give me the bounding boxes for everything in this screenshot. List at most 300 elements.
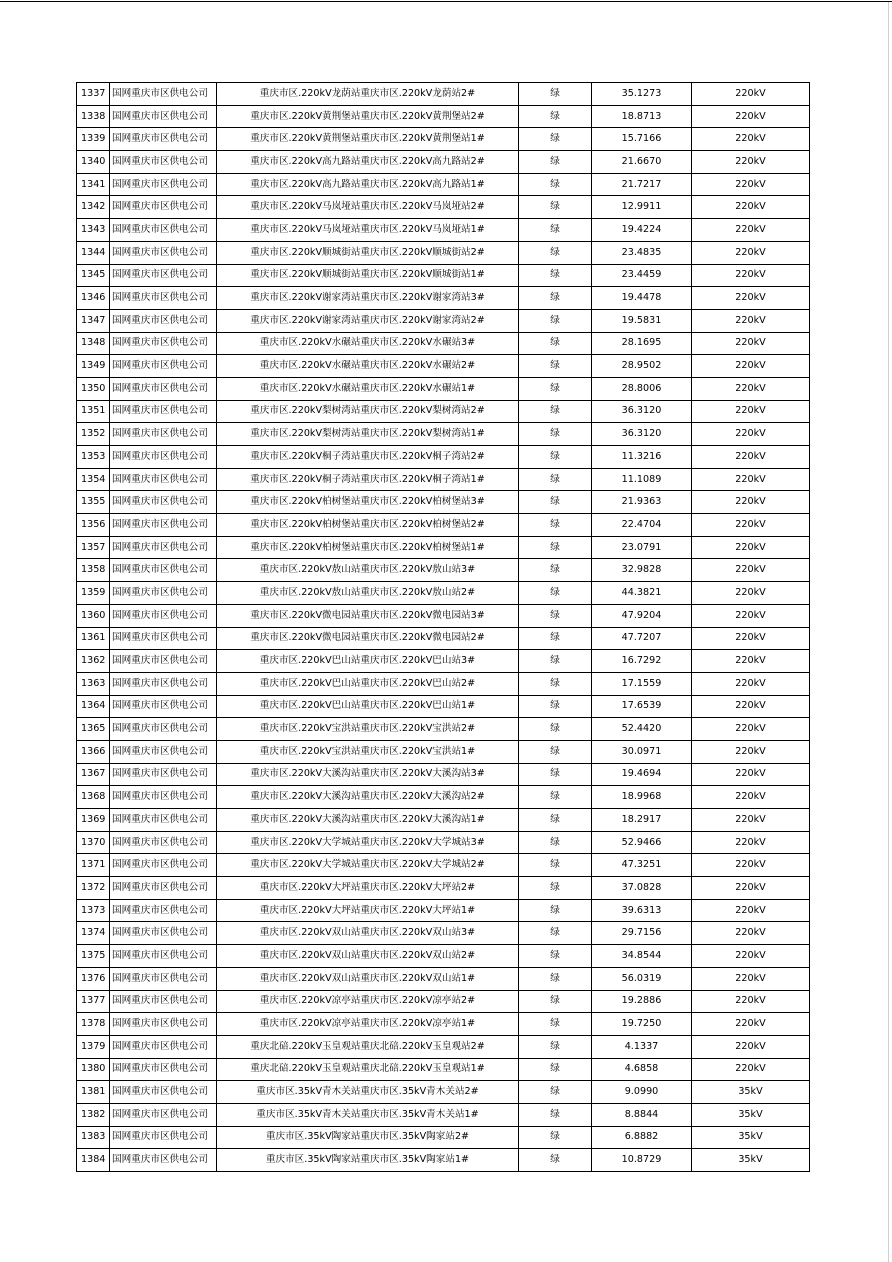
table-row [77,423,810,446]
table-row [77,990,810,1013]
voltage-cell: 220kV [692,219,810,242]
voltage-cell: 35kV [692,1081,810,1104]
station-cell: 重庆市区.220kV巴山站重庆市区.220kV巴山站2# [217,672,519,695]
row-index-cell: 1379 [77,1035,110,1058]
value-cell: 28.9502 [592,355,692,378]
status-color-cell: 绿 [519,468,592,491]
voltage-cell: 220kV [692,967,810,990]
company-cell: 国网重庆市区供电公司 [110,173,217,196]
station-cell: 重庆市区.220kV微电园站重庆市区.220kV微电园站2# [217,627,519,650]
row-index-cell: 1360 [77,604,110,627]
value-cell: 56.0319 [592,967,692,990]
value-cell: 44.3821 [592,582,692,605]
company-cell: 国网重庆市区供电公司 [110,83,217,106]
company-cell: 国网重庆市区供电公司 [110,309,217,332]
table-row [77,695,810,718]
station-cell: 重庆市区.220kV大溪沟站重庆市区.220kV大溪沟站3# [217,763,519,786]
value-cell: 47.7207 [592,627,692,650]
value-cell: 29.7156 [592,922,692,945]
status-color-cell: 绿 [519,877,592,900]
voltage-cell: 220kV [692,559,810,582]
row-index-cell: 1383 [77,1126,110,1149]
station-cell: 重庆市区.35kV青木关站重庆市区.35kV青木关站1# [217,1103,519,1126]
station-cell: 重庆市区.220kV双山站重庆市区.220kV双山站3# [217,922,519,945]
company-cell: 国网重庆市区供电公司 [110,536,217,559]
row-index-cell: 1368 [77,786,110,809]
table-row [77,1081,810,1104]
voltage-cell: 220kV [692,650,810,673]
station-cell: 重庆市区.220kV大学城站重庆市区.220kV大学城站3# [217,831,519,854]
company-cell: 国网重庆市区供电公司 [110,468,217,491]
row-index-cell: 1375 [77,945,110,968]
value-cell: 23.4835 [592,241,692,264]
voltage-cell: 220kV [692,83,810,106]
value-cell: 36.3120 [592,423,692,446]
row-index-cell: 1380 [77,1058,110,1081]
voltage-cell: 220kV [692,287,810,310]
company-cell: 国网重庆市区供电公司 [110,264,217,287]
voltage-cell: 35kV [692,1149,810,1172]
row-index-cell: 1353 [77,446,110,469]
status-color-cell: 绿 [519,967,592,990]
value-cell: 18.9968 [592,786,692,809]
value-cell: 19.5831 [592,309,692,332]
status-color-cell: 绿 [519,219,592,242]
status-color-cell: 绿 [519,1149,592,1172]
voltage-cell: 220kV [692,377,810,400]
station-cell: 重庆市区.220kV大学城站重庆市区.220kV大学城站2# [217,854,519,877]
table-row [77,491,810,514]
company-cell: 国网重庆市区供电公司 [110,559,217,582]
table-row [77,740,810,763]
station-cell: 重庆市区.220kV大溪沟站重庆市区.220kV大溪沟站2# [217,786,519,809]
status-color-cell: 绿 [519,514,592,537]
value-cell: 36.3120 [592,400,692,423]
company-cell: 国网重庆市区供电公司 [110,491,217,514]
table-row [77,786,810,809]
status-color-cell: 绿 [519,1081,592,1104]
value-cell: 9.0990 [592,1081,692,1104]
voltage-cell: 220kV [692,105,810,128]
voltage-cell: 220kV [692,740,810,763]
voltage-cell: 220kV [692,241,810,264]
value-cell: 8.8844 [592,1103,692,1126]
station-cell: 重庆市区.220kV敖山站重庆市区.220kV敖山站2# [217,582,519,605]
substation-table [76,82,810,1172]
station-cell: 重庆市区.220kV双山站重庆市区.220kV双山站1# [217,967,519,990]
status-color-cell: 绿 [519,786,592,809]
status-color-cell: 绿 [519,332,592,355]
table-row [77,559,810,582]
row-index-cell: 1371 [77,854,110,877]
table-row [77,196,810,219]
table-row [77,877,810,900]
status-color-cell: 绿 [519,1103,592,1126]
row-index-cell: 1365 [77,718,110,741]
table-row [77,355,810,378]
company-cell: 国网重庆市区供电公司 [110,1058,217,1081]
voltage-cell: 220kV [692,672,810,695]
status-color-cell: 绿 [519,128,592,151]
table-row [77,83,810,106]
company-cell: 国网重庆市区供电公司 [110,423,217,446]
value-cell: 39.6313 [592,899,692,922]
voltage-cell: 220kV [692,173,810,196]
row-index-cell: 1370 [77,831,110,854]
voltage-cell: 220kV [692,151,810,174]
station-cell: 重庆市区.35kV陶家站重庆市区.35kV陶家站2# [217,1126,519,1149]
row-index-cell: 1372 [77,877,110,900]
company-cell: 国网重庆市区供电公司 [110,446,217,469]
company-cell: 国网重庆市区供电公司 [110,151,217,174]
station-cell: 重庆市区.220kV双山站重庆市区.220kV双山站2# [217,945,519,968]
page-edge [888,2,889,1262]
company-cell: 国网重庆市区供电公司 [110,650,217,673]
station-cell: 重庆市区.220kV柏树堡站重庆市区.220kV柏树堡站3# [217,491,519,514]
value-cell: 35.1273 [592,83,692,106]
station-cell: 重庆市区.35kV陶家站重庆市区.35kV陶家站1# [217,1149,519,1172]
row-index-cell: 1382 [77,1103,110,1126]
value-cell: 28.8006 [592,377,692,400]
table-row [77,809,810,832]
row-index-cell: 1358 [77,559,110,582]
voltage-cell: 220kV [692,582,810,605]
voltage-cell: 220kV [692,128,810,151]
row-index-cell: 1348 [77,332,110,355]
voltage-cell: 220kV [692,695,810,718]
page-top-rule [0,1,892,2]
value-cell: 30.0971 [592,740,692,763]
company-cell: 国网重庆市区供电公司 [110,128,217,151]
row-index-cell: 1374 [77,922,110,945]
company-cell: 国网重庆市区供电公司 [110,763,217,786]
value-cell: 52.4420 [592,718,692,741]
status-color-cell: 绿 [519,854,592,877]
value-cell: 12.9911 [592,196,692,219]
value-cell: 16.7292 [592,650,692,673]
table-row [77,332,810,355]
voltage-cell: 220kV [692,400,810,423]
station-cell: 重庆市区.220kV水碾站重庆市区.220kV水碾站3# [217,332,519,355]
table-row [77,536,810,559]
status-color-cell: 绿 [519,1035,592,1058]
voltage-cell: 220kV [692,264,810,287]
status-color-cell: 绿 [519,740,592,763]
row-index-cell: 1361 [77,627,110,650]
status-color-cell: 绿 [519,604,592,627]
table-row [77,1035,810,1058]
company-cell: 国网重庆市区供电公司 [110,672,217,695]
station-cell: 重庆市区.220kV顺城街站重庆市区.220kV顺城街站1# [217,264,519,287]
status-color-cell: 绿 [519,582,592,605]
station-cell: 重庆市区.220kV微电园站重庆市区.220kV微电园站3# [217,604,519,627]
voltage-cell: 35kV [692,1103,810,1126]
table-row [77,582,810,605]
row-index-cell: 1341 [77,173,110,196]
station-cell: 重庆北碚.220kV玉皇观站重庆北碚.220kV玉皇观站2# [217,1035,519,1058]
value-cell: 10.8729 [592,1149,692,1172]
row-index-cell: 1350 [77,377,110,400]
value-cell: 6.8882 [592,1126,692,1149]
table-row [77,1126,810,1149]
status-color-cell: 绿 [519,718,592,741]
station-cell: 重庆市区.220kV水碾站重庆市区.220kV水碾站2# [217,355,519,378]
table-row [77,1058,810,1081]
station-cell: 重庆市区.220kV马岚垭站重庆市区.220kV马岚垭站2# [217,196,519,219]
station-cell: 重庆市区.35kV青木关站重庆市区.35kV青木关站2# [217,1081,519,1104]
voltage-cell: 220kV [692,854,810,877]
value-cell: 47.9204 [592,604,692,627]
table-row [77,967,810,990]
value-cell: 18.8713 [592,105,692,128]
company-cell: 国网重庆市区供电公司 [110,967,217,990]
voltage-cell: 220kV [692,627,810,650]
row-index-cell: 1366 [77,740,110,763]
status-color-cell: 绿 [519,763,592,786]
station-cell: 重庆市区.220kV顺城街站重庆市区.220kV顺城街站2# [217,241,519,264]
voltage-cell: 220kV [692,786,810,809]
company-cell: 国网重庆市区供电公司 [110,1081,217,1104]
station-cell: 重庆市区.220kV巴山站重庆市区.220kV巴山站1# [217,695,519,718]
company-cell: 国网重庆市区供电公司 [110,922,217,945]
voltage-cell: 220kV [692,332,810,355]
station-cell: 重庆市区.220kV马岚垭站重庆市区.220kV马岚垭站1# [217,219,519,242]
value-cell: 21.6670 [592,151,692,174]
row-index-cell: 1356 [77,514,110,537]
station-cell: 重庆市区.220kV黄荆堡站重庆市区.220kV黄荆堡站2# [217,105,519,128]
company-cell: 国网重庆市区供电公司 [110,877,217,900]
voltage-cell: 220kV [692,491,810,514]
company-cell: 国网重庆市区供电公司 [110,241,217,264]
station-cell: 重庆市区.220kV凉亭站重庆市区.220kV凉亭站1# [217,1013,519,1036]
status-color-cell: 绿 [519,173,592,196]
voltage-cell: 220kV [692,309,810,332]
company-cell: 国网重庆市区供电公司 [110,627,217,650]
status-color-cell: 绿 [519,945,592,968]
station-cell: 重庆市区.220kV柏树堡站重庆市区.220kV柏树堡站1# [217,536,519,559]
table-body [77,83,810,1172]
row-index-cell: 1363 [77,672,110,695]
value-cell: 23.0791 [592,536,692,559]
status-color-cell: 绿 [519,650,592,673]
voltage-cell: 220kV [692,809,810,832]
value-cell: 4.1337 [592,1035,692,1058]
table-row [77,241,810,264]
value-cell: 21.9363 [592,491,692,514]
row-index-cell: 1340 [77,151,110,174]
table-row [77,1149,810,1172]
value-cell: 34.8544 [592,945,692,968]
status-color-cell: 绿 [519,400,592,423]
value-cell: 19.7250 [592,1013,692,1036]
station-cell: 重庆市区.220kV宝洪站重庆市区.220kV宝洪站2# [217,718,519,741]
status-color-cell: 绿 [519,377,592,400]
row-index-cell: 1362 [77,650,110,673]
table-row [77,650,810,673]
table-row [77,377,810,400]
company-cell: 国网重庆市区供电公司 [110,400,217,423]
voltage-cell: 220kV [692,536,810,559]
row-index-cell: 1352 [77,423,110,446]
status-color-cell: 绿 [519,287,592,310]
status-color-cell: 绿 [519,672,592,695]
status-color-cell: 绿 [519,1013,592,1036]
status-color-cell: 绿 [519,1058,592,1081]
table-row [77,151,810,174]
value-cell: 37.0828 [592,877,692,900]
table-row [77,514,810,537]
voltage-cell: 220kV [692,1058,810,1081]
status-color-cell: 绿 [519,536,592,559]
company-cell: 国网重庆市区供电公司 [110,287,217,310]
status-color-cell: 绿 [519,491,592,514]
value-cell: 22.4704 [592,514,692,537]
voltage-cell: 220kV [692,604,810,627]
company-cell: 国网重庆市区供电公司 [110,990,217,1013]
table-row [77,854,810,877]
status-color-cell: 绿 [519,922,592,945]
company-cell: 国网重庆市区供电公司 [110,695,217,718]
station-cell: 重庆市区.220kV谢家湾站重庆市区.220kV谢家湾站3# [217,287,519,310]
status-color-cell: 绿 [519,264,592,287]
status-color-cell: 绿 [519,559,592,582]
value-cell: 17.6539 [592,695,692,718]
row-index-cell: 1351 [77,400,110,423]
row-index-cell: 1354 [77,468,110,491]
company-cell: 国网重庆市区供电公司 [110,945,217,968]
row-index-cell: 1367 [77,763,110,786]
status-color-cell: 绿 [519,990,592,1013]
company-cell: 国网重庆市区供电公司 [110,377,217,400]
status-color-cell: 绿 [519,309,592,332]
company-cell: 国网重庆市区供电公司 [110,1035,217,1058]
company-cell: 国网重庆市区供电公司 [110,1103,217,1126]
row-index-cell: 1377 [77,990,110,1013]
table-row [77,105,810,128]
company-cell: 国网重庆市区供电公司 [110,809,217,832]
status-color-cell: 绿 [519,446,592,469]
company-cell: 国网重庆市区供电公司 [110,831,217,854]
value-cell: 32.9828 [592,559,692,582]
company-cell: 国网重庆市区供电公司 [110,582,217,605]
value-cell: 21.7217 [592,173,692,196]
voltage-cell: 220kV [692,945,810,968]
status-color-cell: 绿 [519,831,592,854]
value-cell: 19.4224 [592,219,692,242]
company-cell: 国网重庆市区供电公司 [110,196,217,219]
value-cell: 19.2886 [592,990,692,1013]
row-index-cell: 1359 [77,582,110,605]
row-index-cell: 1344 [77,241,110,264]
row-index-cell: 1346 [77,287,110,310]
row-index-cell: 1376 [77,967,110,990]
status-color-cell: 绿 [519,1126,592,1149]
value-cell: 52.9466 [592,831,692,854]
value-cell: 23.4459 [592,264,692,287]
value-cell: 18.2917 [592,809,692,832]
station-cell: 重庆市区.220kV敖山站重庆市区.220kV敖山站3# [217,559,519,582]
value-cell: 4.6858 [592,1058,692,1081]
table-row [77,468,810,491]
station-cell: 重庆市区.220kV桐子湾站重庆市区.220kV桐子湾站1# [217,468,519,491]
status-color-cell: 绿 [519,809,592,832]
station-cell: 重庆市区.220kV谢家湾站重庆市区.220kV谢家湾站2# [217,309,519,332]
table-row [77,264,810,287]
table-row [77,128,810,151]
company-cell: 国网重庆市区供电公司 [110,740,217,763]
table-row [77,899,810,922]
status-color-cell: 绿 [519,695,592,718]
station-cell: 重庆市区.220kV大溪沟站重庆市区.220kV大溪沟站1# [217,809,519,832]
table-row [77,763,810,786]
station-cell: 重庆市区.220kV龙荫站重庆市区.220kV龙荫站2# [217,83,519,106]
table-row [77,922,810,945]
table-row [77,173,810,196]
station-cell: 重庆市区.220kV高九路站重庆市区.220kV高九路站2# [217,151,519,174]
table-row [77,309,810,332]
value-cell: 28.1695 [592,332,692,355]
value-cell: 11.3216 [592,446,692,469]
row-index-cell: 1338 [77,105,110,128]
voltage-cell: 220kV [692,718,810,741]
status-color-cell: 绿 [519,105,592,128]
row-index-cell: 1384 [77,1149,110,1172]
table-row [77,718,810,741]
company-cell: 国网重庆市区供电公司 [110,786,217,809]
voltage-cell: 220kV [692,423,810,446]
voltage-cell: 220kV [692,877,810,900]
row-index-cell: 1337 [77,83,110,106]
company-cell: 国网重庆市区供电公司 [110,332,217,355]
voltage-cell: 220kV [692,831,810,854]
station-cell: 重庆市区.220kV巴山站重庆市区.220kV巴山站3# [217,650,519,673]
row-index-cell: 1381 [77,1081,110,1104]
row-index-cell: 1378 [77,1013,110,1036]
table-row [77,400,810,423]
status-color-cell: 绿 [519,899,592,922]
company-cell: 国网重庆市区供电公司 [110,604,217,627]
station-cell: 重庆北碚.220kV玉皇观站重庆北碚.220kV玉皇观站1# [217,1058,519,1081]
voltage-cell: 220kV [692,1035,810,1058]
company-cell: 国网重庆市区供电公司 [110,105,217,128]
company-cell: 国网重庆市区供电公司 [110,899,217,922]
voltage-cell: 220kV [692,514,810,537]
company-cell: 国网重庆市区供电公司 [110,854,217,877]
station-cell: 重庆市区.220kV梨树湾站重庆市区.220kV梨树湾站1# [217,423,519,446]
station-cell: 重庆市区.220kV凉亭站重庆市区.220kV凉亭站2# [217,990,519,1013]
table-row [77,287,810,310]
voltage-cell: 35kV [692,1126,810,1149]
value-cell: 19.4694 [592,763,692,786]
company-cell: 国网重庆市区供电公司 [110,355,217,378]
table-row [77,1103,810,1126]
row-index-cell: 1369 [77,809,110,832]
table-row [77,604,810,627]
company-cell: 国网重庆市区供电公司 [110,1126,217,1149]
station-cell: 重庆市区.220kV水碾站重庆市区.220kV水碾站1# [217,377,519,400]
table-row [77,627,810,650]
row-index-cell: 1339 [77,128,110,151]
voltage-cell: 220kV [692,446,810,469]
value-cell: 19.4478 [592,287,692,310]
table-row [77,945,810,968]
voltage-cell: 220kV [692,196,810,219]
station-cell: 重庆市区.220kV大坪站重庆市区.220kV大坪站1# [217,899,519,922]
voltage-cell: 220kV [692,899,810,922]
table-row [77,672,810,695]
company-cell: 国网重庆市区供电公司 [110,718,217,741]
company-cell: 国网重庆市区供电公司 [110,514,217,537]
